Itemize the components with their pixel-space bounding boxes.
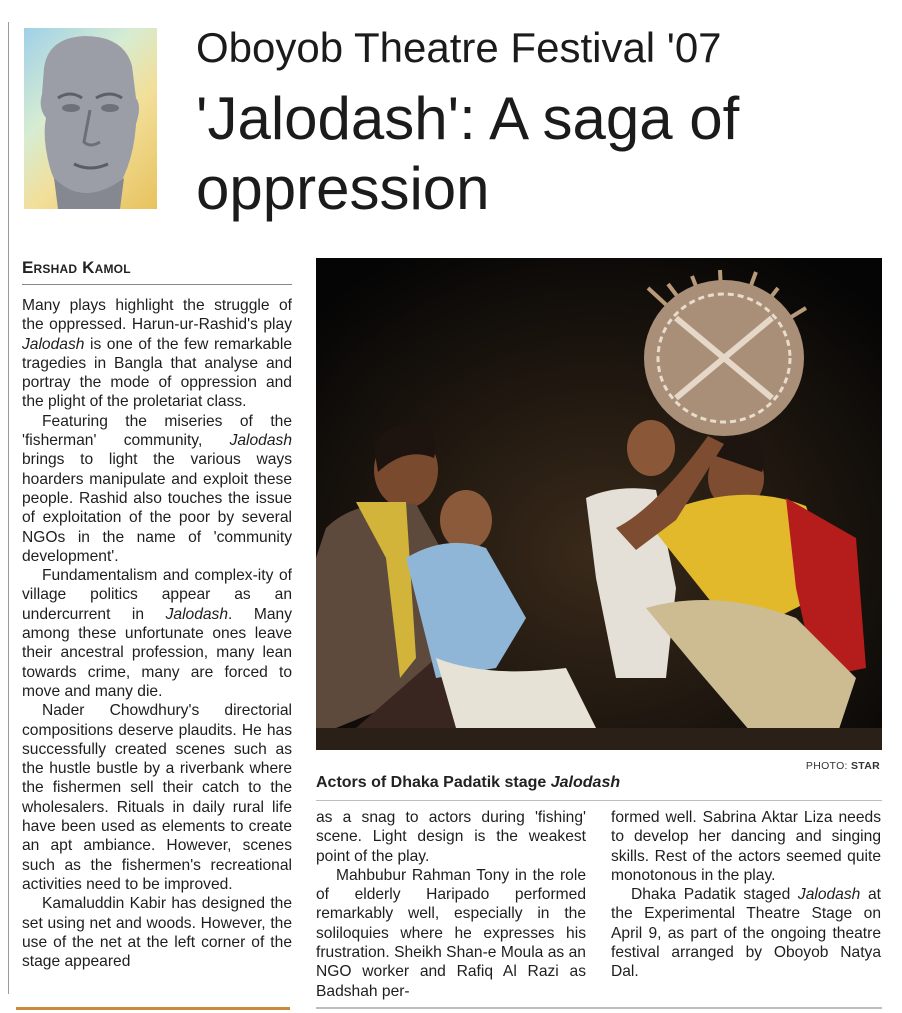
photo-credit: PHOTO: STAR bbox=[805, 760, 880, 772]
paragraph: Many plays highlight the struggle of the oppressed. Harun-ur-Rashid's play Jalodash is one of the few remarkable tragedies in Bangla that analyse and portray the mode of oppression and the plight of the proletariat class. bbox=[22, 297, 292, 411]
stage-photo bbox=[316, 258, 882, 750]
article-column-1 bbox=[22, 296, 292, 971]
paragraph: Mahbubur Rahman Tony in the role of elderly Haripado performed remarkably well, especially in the soliloquies where he expresses his frustration. Sheikh Shan-e Moula as an NGO worker and Rafiq Al Razi as Badshah per- bbox=[316, 866, 586, 1000]
paragraph: Kamaluddin Kabir has designed the set using net and woods. However, the use of the net at the left corner of the stage appeared bbox=[22, 895, 292, 971]
left-column-rule bbox=[8, 22, 9, 994]
article-column-3 bbox=[611, 808, 881, 982]
paragraph: Fundamentalism and complex-ity of village politics appear as an undercurrent in Jalodash. Many among these unfortunate ones leave their ancestral profession, many lean towards crime, many are forced to move and many die. bbox=[22, 567, 292, 700]
paragraph: Nader Chowdhury's directorial compositions deserve plaudits. He has successfully created scenes such as the hustle bustle by a riverbank where the fishermen sell their catch to the wholesalers. Rituals in daily rural life have been used as elements to create an apt ambiance. However, scenes such as the fishermen's recreational activities need to be improved. bbox=[22, 702, 292, 893]
paragraph: as a snag to actors during 'fishing' scene. Light design is the weakest point of the play. bbox=[316, 809, 586, 865]
paragraph: Dhaka Padatik staged Jalodash at the Experimental Theatre Stage on April 9, as part of the ongoing theatre festival arranged by Oboyob Natya Dal. bbox=[611, 886, 881, 981]
paragraph: Featuring the miseries of the 'fisherman' community, Jalodash brings to light the various ways hoarders manipulate and exploit these people. Rashid also touches the issue of exploitation of the poor by several NGOs in the name of 'community development'. bbox=[22, 412, 292, 565]
section-kicker: Oboyob Theatre Festival '07 bbox=[196, 24, 722, 71]
article-headline: 'Jalodash': A saga of oppression bbox=[196, 85, 740, 222]
byline: Ershad Kamol bbox=[22, 258, 131, 277]
byline-divider bbox=[22, 284, 292, 285]
article-column-2 bbox=[316, 808, 586, 1001]
photo-caption: Actors of Dhaka Padatik stage Jalodash bbox=[316, 774, 621, 791]
bottom-accent-rule bbox=[16, 1007, 290, 1010]
bottom-rule bbox=[316, 1007, 882, 1009]
carved-face-logo bbox=[24, 28, 157, 209]
caption-divider bbox=[316, 800, 882, 801]
paragraph: formed well. Sabrina Aktar Liza needs to develop her dancing and singing skills. Rest of the actors seemed quite monotonous in the play. bbox=[611, 809, 881, 884]
